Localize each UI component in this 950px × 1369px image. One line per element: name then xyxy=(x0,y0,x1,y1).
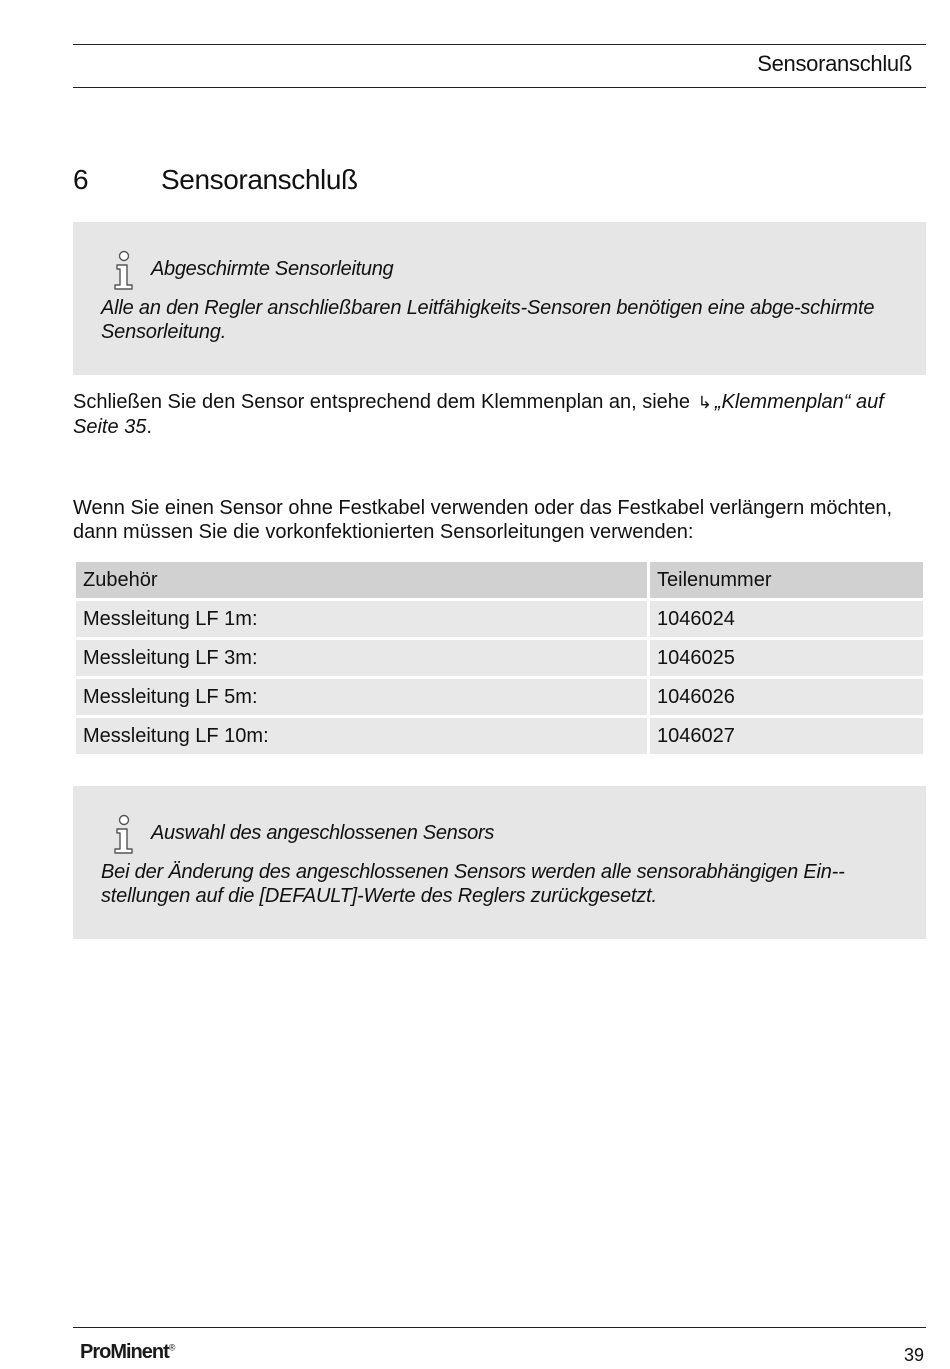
part-number-cell: 1046026 xyxy=(650,679,923,715)
accessory-cell: Messleitung LF 5m: xyxy=(76,679,647,715)
table-row xyxy=(76,640,923,676)
table-header-row xyxy=(76,562,923,598)
part-number-cell: 1046024 xyxy=(650,601,923,637)
connection-paragraph xyxy=(73,390,933,439)
note-box-sensor-selection xyxy=(73,786,926,939)
table-row xyxy=(76,601,923,637)
note-heading: Abgeschirmte Sensorleitung xyxy=(151,258,394,280)
table-row xyxy=(76,679,923,715)
part-number-cell: 1046025 xyxy=(650,640,923,676)
accessory-cell: Messleitung LF 3m: xyxy=(76,640,647,676)
brand-name: ProMinent xyxy=(80,1341,169,1363)
accessory-cell: Messleitung LF 1m: xyxy=(76,601,647,637)
chapter-title: Sensoranschluß xyxy=(161,164,358,195)
cable-paragraph: Wenn Sie einen Sensor ohne Festkabel verwenden oder das Festkabel verlängern möchten, dann müssen Sie die vorkonfektionierten Sensorleitungen verwenden: xyxy=(73,497,893,543)
note-box-shielded-cable xyxy=(73,222,926,375)
note-text: Bei der Änderung des angeschlossenen Sensors werden alle sensorabhängigen Ein-stellungen auf die [DEFAULT]-Werte des Reglers zurückgesetzt. xyxy=(101,861,845,907)
paragraph-text: Schließen Sie den Sensor entsprechend dem Klemmenplan an, siehe xyxy=(73,391,696,413)
page-number: 39 xyxy=(903,1345,924,1365)
paragraph-text-end: . xyxy=(146,416,152,438)
running-head-title: Sensoranschluß xyxy=(757,51,912,76)
cross-reference-link[interactable]: „Klemmenplan“ auf Seite 35 xyxy=(73,391,884,438)
column-header-part-number: Teilenummer xyxy=(650,562,923,598)
accessories-table xyxy=(73,559,926,757)
header-rule-top xyxy=(73,44,926,45)
cross-reference-arrow-icon: ↳ xyxy=(697,393,712,412)
trademark-sign: ® xyxy=(168,1342,176,1353)
note-heading: Auswahl des angeschlossenen Sensors xyxy=(151,822,495,844)
header-rule-bottom xyxy=(73,87,926,88)
table-row xyxy=(76,718,923,754)
footer-rule xyxy=(73,1327,926,1328)
info-icon xyxy=(109,249,137,291)
note-text: Alle an den Regler anschließbaren Leitfähigkeits-Sensoren benötigen eine abge-schirmte Sensorleitung. xyxy=(101,297,875,343)
chapter-number: 6 xyxy=(73,164,89,195)
info-icon xyxy=(109,813,137,855)
brand-logo xyxy=(80,1341,175,1364)
part-number-cell: 1046027 xyxy=(650,718,923,754)
accessory-cell: Messleitung LF 10m: xyxy=(76,718,647,754)
column-header-accessory: Zubehör xyxy=(76,562,647,598)
